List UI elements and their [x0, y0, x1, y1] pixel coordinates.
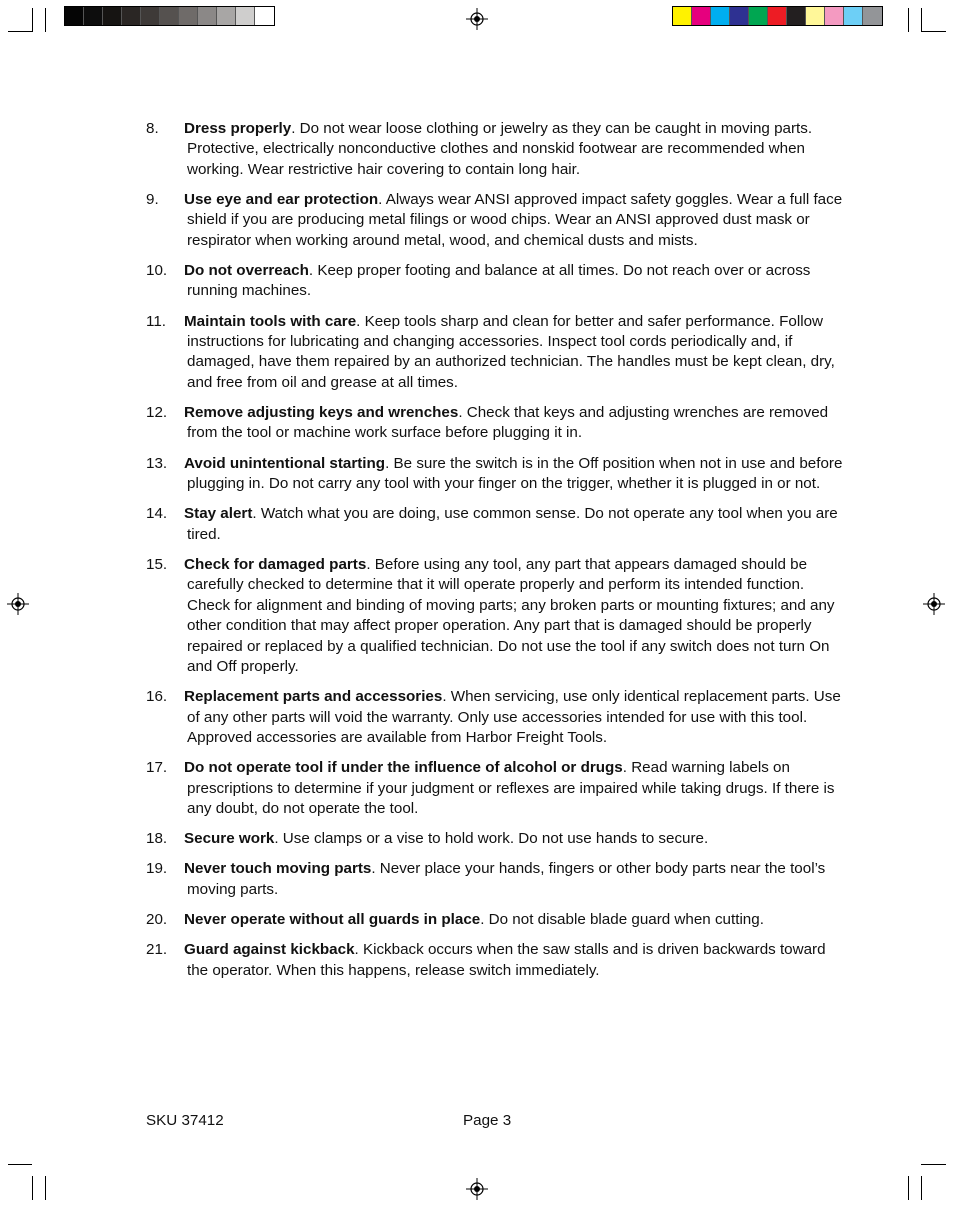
- color-swatch: [730, 7, 749, 25]
- item-title: Remove adjusting keys and wrenches: [184, 404, 459, 422]
- color-swatch: [122, 7, 141, 25]
- color-swatch: [255, 7, 274, 25]
- item-number: 15.: [146, 555, 168, 573]
- item-body: [184, 403, 846, 444]
- item-title: Maintain tools with care: [184, 312, 357, 330]
- color-swatch: [236, 7, 255, 25]
- item-title: Replacement parts and accessories: [184, 688, 443, 706]
- item-body: [184, 758, 846, 819]
- list-item: [146, 758, 846, 819]
- item-title: Never touch moving parts: [184, 860, 372, 878]
- registration-mark-left-icon: [7, 593, 29, 615]
- item-title: Use eye and ear protection: [184, 191, 379, 209]
- list-item: [146, 940, 846, 981]
- item-text: . When servicing, use only identical replacement parts. Use of any other parts will void the warranty. Only use accessories intended for use with this tool. Approved accessories are available from Harbor Freight Tools.: [187, 688, 841, 746]
- color-swatch: [844, 7, 863, 25]
- item-body: [184, 190, 846, 251]
- item-text: . Be sure the switch is in the Off position when not in use and before plugging in. Do not carry any tool with your finger on the trigger, whether it is plugged in or not.: [187, 454, 843, 493]
- list-item: [146, 504, 846, 545]
- item-text: . Never place your hands, fingers or other body parts near the tool’s moving parts.: [187, 860, 826, 898]
- item-number: 16.: [146, 688, 168, 706]
- item-body: [184, 940, 846, 981]
- item-number: 9.: [146, 191, 159, 209]
- list-item: [146, 403, 846, 444]
- color-swatch: [141, 7, 160, 25]
- item-number: 20.: [146, 910, 168, 928]
- color-swatch: [673, 7, 692, 25]
- list-item: [146, 190, 846, 251]
- item-text: . Keep tools sharp and clean for better and safer performance. Follow instructions for lubricating and changing accessories. Inspect tool cords periodically and, if damaged, have them repaired by an authorized technician. The handles must be kept clean, dry, and free from oil and grease at all times.: [187, 312, 835, 391]
- item-title: Secure work: [184, 830, 275, 848]
- list-item: [146, 555, 846, 677]
- item-number: 14.: [146, 505, 168, 523]
- item-number: 8.: [146, 120, 159, 137]
- item-body: [184, 687, 846, 748]
- color-swatch: [103, 7, 122, 25]
- registration-mark-top-icon: [466, 8, 488, 30]
- list-item: [146, 859, 846, 900]
- color-swatch: [806, 7, 825, 25]
- item-title: Avoid unintentional starting: [184, 454, 386, 472]
- item-number: 12.: [146, 404, 168, 422]
- item-title: Dress properly: [184, 120, 292, 137]
- registration-mark-right-icon: [923, 593, 945, 615]
- color-swatch: [787, 7, 806, 25]
- registration-mark-bottom-icon: [466, 1178, 488, 1200]
- item-body: [184, 504, 846, 545]
- item-text: . Always wear ANSI approved impact safety goggles. Wear a full face shield if you are producing metal filings or wood chips. Wear an ANSI approved dust mask or respirator when working around metal, wood, and chemical dusts and mists.: [187, 191, 843, 249]
- color-swatch: [217, 7, 236, 25]
- color-swatch: [711, 7, 730, 25]
- item-body: [184, 829, 846, 849]
- color-swatch: [65, 7, 84, 25]
- list-item: [146, 687, 846, 748]
- item-title: Stay alert: [184, 505, 253, 523]
- color-swatch: [84, 7, 103, 25]
- color-swatch: [768, 7, 787, 25]
- color-swatch: [749, 7, 768, 25]
- color-swatch: [198, 7, 217, 25]
- item-text: . Do not wear loose clothing or jewelry as they can be caught in moving parts. Protective, electrically nonconductive clothes and nonskid footwear are recommended when working. Wear restrictive hair covering to contain long hair.: [187, 120, 813, 178]
- color-swatch: [825, 7, 844, 25]
- item-text: . Check that keys and adjusting wrenches are removed from the tool or machine work surface before plugging it in.: [187, 404, 829, 442]
- list-item: [146, 312, 846, 394]
- item-number: 17.: [146, 759, 168, 777]
- item-body: [184, 555, 846, 677]
- item-number: 10.: [146, 262, 168, 280]
- item-title: Guard against kickback: [184, 941, 355, 959]
- item-title: Do not operate tool if under the influence of alcohol or drugs: [184, 759, 623, 777]
- safety-rules-list: [146, 119, 846, 991]
- item-title: Never operate without all guards in place: [184, 910, 481, 928]
- item-body: [184, 119, 846, 180]
- item-text: . Read warning labels on prescriptions to determine if your judgment or reflexes are impaired while taking drugs. If there is any doubt, do not operate the tool.: [187, 759, 835, 817]
- list-item: [146, 119, 846, 180]
- process-color-bar: [672, 6, 883, 26]
- list-item: [146, 261, 846, 302]
- list-item: [146, 454, 846, 495]
- item-text: . Keep proper footing and balance at all times. Do not reach over or across running machines.: [187, 262, 811, 300]
- color-swatch: [692, 7, 711, 25]
- item-text: . Do not disable blade guard when cutting.: [480, 910, 764, 928]
- item-number: 11.: [146, 312, 166, 330]
- item-text: . Use clamps or a vise to hold work. Do not use hands to secure.: [274, 830, 709, 848]
- item-number: 18.: [146, 830, 168, 848]
- color-swatch: [179, 7, 198, 25]
- item-title: Check for damaged parts: [184, 555, 367, 573]
- color-swatch: [863, 7, 882, 25]
- grayscale-color-bar: [64, 6, 275, 26]
- item-text: . Watch what you are doing, use common sense. Do not operate any tool when you are tired.: [187, 505, 838, 543]
- list-item: [146, 910, 846, 930]
- item-number: 19.: [146, 860, 168, 878]
- color-swatch: [160, 7, 179, 25]
- item-title: Do not overreach: [184, 262, 309, 280]
- item-number: 21.: [146, 941, 168, 959]
- item-body: [184, 312, 846, 394]
- item-body: [184, 454, 846, 495]
- item-body: [184, 261, 846, 302]
- item-body: [184, 910, 846, 930]
- sku-label: SKU 37412: [146, 1112, 224, 1129]
- item-number: 13.: [146, 454, 168, 472]
- item-text: . Before using any tool, any part that appears damaged should be carefully checked to determine that it will operate properly and perform its intended function. Check for alignment and binding of moving parts; any broken parts or mounting fixtures; and any other condition that may affect proper operation. Any part that is damaged should be properly repaired or replaced by a qualified technician. Do not use the tool if any switch does not turn On and Off properly.: [187, 555, 835, 675]
- page-number: Page 3: [463, 1112, 512, 1129]
- item-text: . Kickback occurs when the saw stalls and is driven backwards toward the operator. When this happens, release switch immediately.: [187, 941, 826, 979]
- list-item: [146, 829, 846, 849]
- item-body: [184, 859, 846, 900]
